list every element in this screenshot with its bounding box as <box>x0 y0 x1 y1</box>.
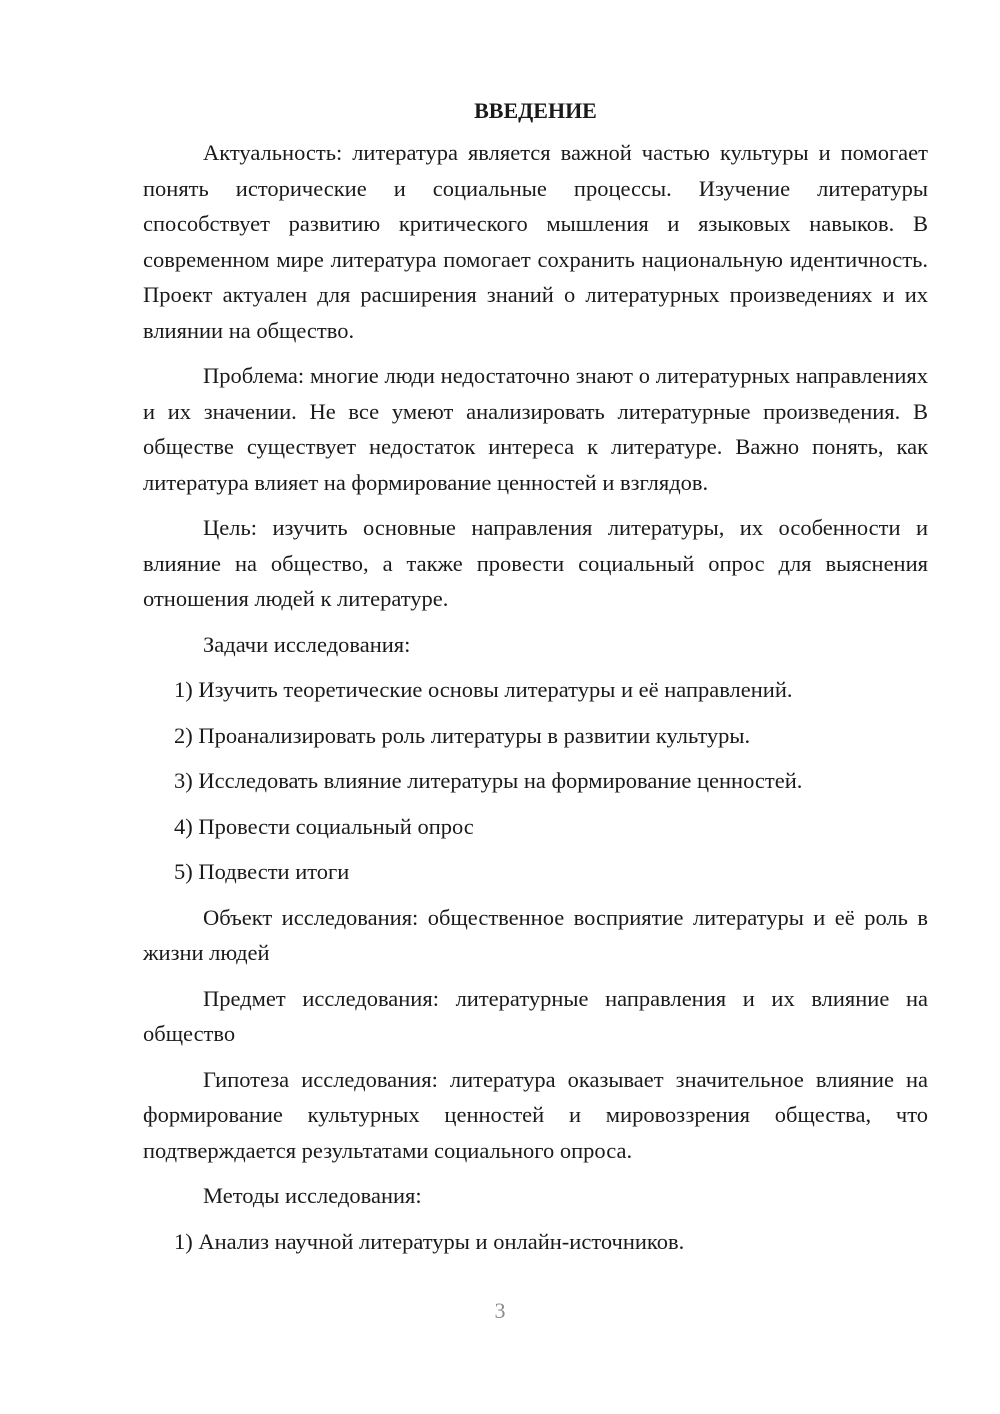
subject-paragraph: Предмет исследования: литературные направления и их влияние на общество <box>143 985 928 1046</box>
problem-paragraph: Проблема: многие люди недостаточно знают о литературных направлениях и их значении. Не все умеют анализировать литературные произведения. В обществе существует недостаток интереса к литературе. Важно понять, как литература влияет на формирование ценностей и взглядов. <box>143 363 928 495</box>
relevance-paragraph: Актуальность: литература является важной частью культуры и помогает понять исторические и социальные процессы. Изучение литературы способствует развитию критического мышления и языковых навыков. В современном мире литература помогает сохранить национальную идентичность. Проект актуален для расширения знаний о литературных произведениях и их влиянии на общество. <box>143 140 928 343</box>
document-page <box>143 95 928 1269</box>
page-number: 3 <box>494 1298 506 1323</box>
tasks-heading: Задачи исследования: <box>203 631 411 657</box>
methods-list <box>143 1224 928 1260</box>
object-paragraph: Объект исследования: общественное восприятие литературы и её роль в жизни людей <box>143 904 928 965</box>
list-item: 1) Анализ научной литературы и онлайн-источников. <box>174 1228 685 1254</box>
methods-heading: Методы исследования: <box>203 1183 422 1208</box>
list-item: 3) Исследовать влияние литературы на формирование ценностей. <box>174 768 803 793</box>
page-title: ВВЕДЕНИЕ <box>474 98 597 123</box>
list-item: 2) Проанализировать роль литературы в развитии культуры. <box>174 722 751 748</box>
goal-paragraph: Цель: изучить основные направления литературы, их особенности и влияние на общество, а также провести социальный опрос для выяснения отношения людей к литературе. <box>143 515 928 611</box>
list-item: 4) Провести социальный опрос <box>174 813 474 839</box>
list-item: 5) Подвести итоги <box>174 859 350 884</box>
list-item: 1) Изучить теоретические основы литературы и её направлений. <box>174 677 793 702</box>
hypothesis-paragraph: Гипотеза исследования: литература оказывает значительное влияние на формирование культурных ценностей и мировоззрения общества, что подтверждается результатами социального опроса. <box>143 1066 928 1163</box>
tasks-list <box>143 672 928 890</box>
